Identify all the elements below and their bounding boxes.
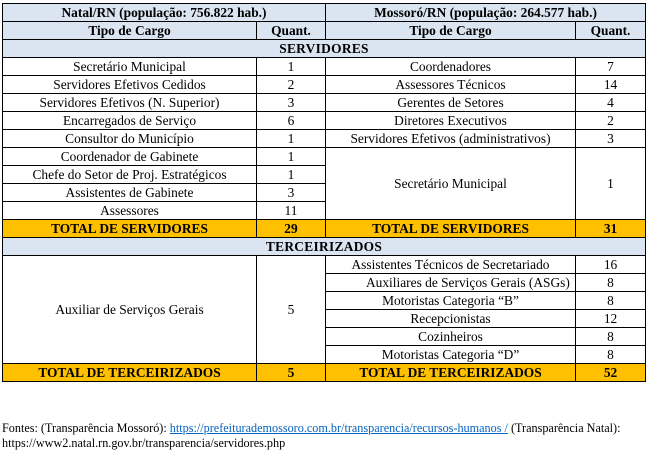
mossoro-cargo: Assistentes Técnicos de Secretariado xyxy=(326,256,576,274)
natal-quant: 3 xyxy=(257,94,326,112)
mossoro-quant: 4 xyxy=(576,94,646,112)
mossoro-cargo: Motoristas Categoria “D” xyxy=(326,346,576,364)
mossoro-cargo: Recepcionistas xyxy=(326,310,576,328)
mossoro-quant: 8 xyxy=(576,292,646,310)
section-label: SERVIDORES xyxy=(3,40,646,58)
mossoro-quant: 14 xyxy=(576,76,646,94)
mossoro-cargo: Diretores Executivos xyxy=(326,112,576,130)
staff-comparison-table xyxy=(2,3,646,382)
table-row xyxy=(3,112,646,130)
table-row xyxy=(3,94,646,112)
mossoro-quant: 12 xyxy=(576,310,646,328)
mossoro-source-link[interactable]: https://prefeiturademossoro.com.br/transparencia/recursos-humanos xyxy=(169,421,502,435)
natal-cargo: Servidores Efetivos Cedidos xyxy=(3,76,257,94)
mossoro-total-value: 52 xyxy=(576,364,646,382)
natal-quant-header: Quant. xyxy=(257,22,326,40)
mossoro-quant: 1 xyxy=(576,148,646,220)
natal-cargo: Coordenador de Gabinete xyxy=(3,148,257,166)
table-row xyxy=(3,130,646,148)
mossoro-quant: 8 xyxy=(576,346,646,364)
sources-prefix: Fontes: (Transparência Mossoró): xyxy=(2,421,170,435)
mossoro-cargo: Assessores Técnicos xyxy=(326,76,576,94)
mossoro-total-value: 31 xyxy=(576,220,646,238)
natal-source: (Transparência Natal): https://www2.natal.rn.gov.br/transparencia/servidores.php xyxy=(2,421,621,450)
mossoro-quant: 8 xyxy=(576,274,646,292)
natal-cargo: Encarregados de Serviço xyxy=(3,112,257,130)
link-suffix[interactable]: / xyxy=(501,421,508,435)
natal-total-value: 5 xyxy=(257,364,326,382)
table-row xyxy=(3,58,646,76)
section-servidores xyxy=(3,40,646,58)
mossoro-cargo: Auxiliares de Serviços Gerais (ASGs) xyxy=(326,274,576,292)
mossoro-quant: 16 xyxy=(576,256,646,274)
natal-cargo: Servidores Efetivos (N. Superior) xyxy=(3,94,257,112)
mossoro-quant-header: Quant. xyxy=(576,22,646,40)
mossoro-cargo: Gerentes de Setores xyxy=(326,94,576,112)
total-servidores-row xyxy=(3,220,646,238)
table-row xyxy=(3,256,646,274)
mossoro-cargo: Motoristas Categoria “B” xyxy=(326,292,576,310)
sources-note xyxy=(2,421,645,451)
natal-cargo: Assistentes de Gabinete xyxy=(3,184,257,202)
table-row xyxy=(3,76,646,94)
natal-quant: 6 xyxy=(257,112,326,130)
table-row xyxy=(3,148,646,166)
section-label: TERCEIRIZADOS xyxy=(3,238,646,256)
natal-quant: 11 xyxy=(257,202,326,220)
mossoro-total-label: TOTAL DE SERVIDORES xyxy=(326,220,576,238)
natal-cargo: Secretário Municipal xyxy=(3,58,257,76)
mossoro-quant: 2 xyxy=(576,112,646,130)
natal-title: Natal/RN (população: 756.822 hab.) xyxy=(3,4,326,22)
natal-quant: 2 xyxy=(257,76,326,94)
mossoro-title: Mossoró/RN (população: 264.577 hab.) xyxy=(326,4,646,22)
natal-total-label: TOTAL DE SERVIDORES xyxy=(3,220,257,238)
natal-quant: 3 xyxy=(257,184,326,202)
natal-cargo: Consultor do Município xyxy=(3,130,257,148)
mossoro-quant: 3 xyxy=(576,130,646,148)
column-header-row xyxy=(3,22,646,40)
mossoro-quant: 7 xyxy=(576,58,646,76)
natal-quant: 5 xyxy=(257,256,326,364)
total-terceirizados-row xyxy=(3,364,646,382)
natal-total-value: 29 xyxy=(257,220,326,238)
mossoro-cargo: Secretário Municipal xyxy=(326,148,576,220)
natal-cargo: Chefe do Setor de Proj. Estratégicos xyxy=(3,166,257,184)
natal-quant: 1 xyxy=(257,58,326,76)
mossoro-cargo-header: Tipo de Cargo xyxy=(326,22,576,40)
natal-quant: 1 xyxy=(257,166,326,184)
natal-cargo: Assessores xyxy=(3,202,257,220)
natal-total-label: TOTAL DE TERCEIRIZADOS xyxy=(3,364,257,382)
mossoro-total-label: TOTAL DE TERCEIRIZADOS xyxy=(326,364,576,382)
mossoro-cargo: Servidores Efetivos (administrativos) xyxy=(326,130,576,148)
mossoro-quant: 8 xyxy=(576,328,646,346)
natal-cargo: Auxiliar de Serviços Gerais xyxy=(3,256,257,364)
natal-quant: 1 xyxy=(257,130,326,148)
natal-cargo-header: Tipo de Cargo xyxy=(3,22,257,40)
mossoro-cargo: Coordenadores xyxy=(326,58,576,76)
city-header-row xyxy=(3,4,646,22)
natal-quant: 1 xyxy=(257,148,326,166)
mossoro-cargo: Cozinheiros xyxy=(326,328,576,346)
section-terceirizados xyxy=(3,238,646,256)
